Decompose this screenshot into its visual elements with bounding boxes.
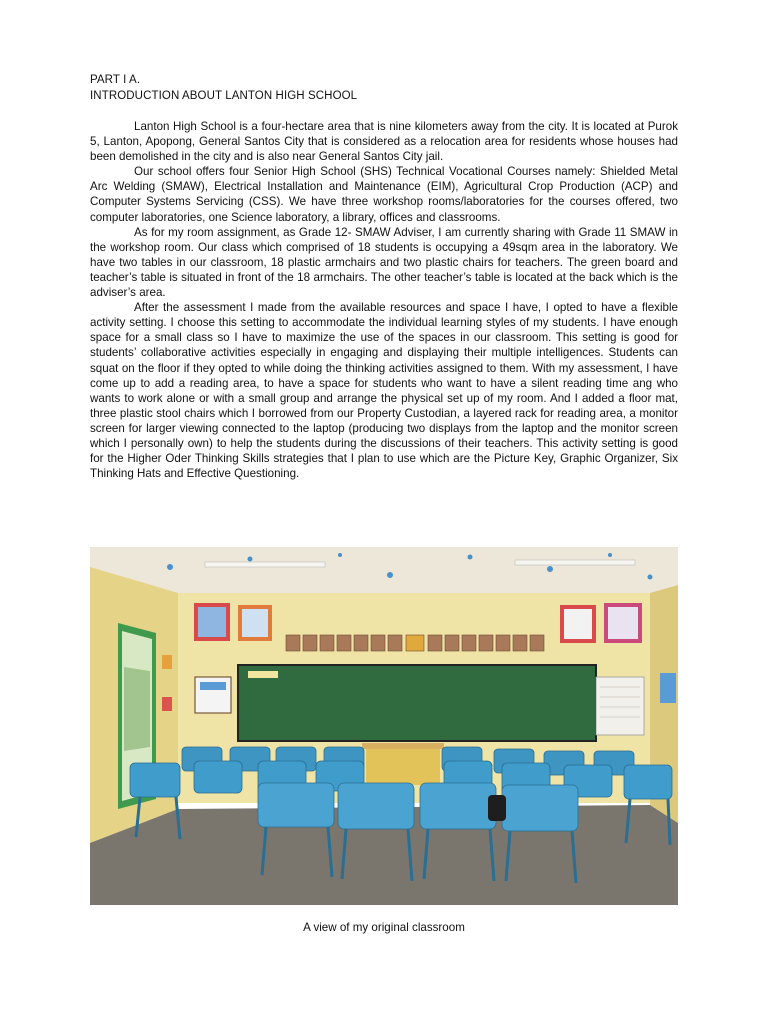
paragraph-4: After the assessment I made from the available resources and space I have, I opted to have a flexible activity setting. I choose this setting to accommodate the individual learning styles of my students. I have enough space for a small class so I have to maximize the use of the spaces in our classroom. This setting is good for students’ collaborative activities especially in engaging and displaying their multiple intelligences. Students can squat on the floor if they opted to while doing the thinking activities assigned to them. With my assessment, I have come up to add a reading area, to have a space for students who want to have a silent reading time ang who wants to work alone or with a small group and arrange the physical set up of my room. And I added a floor mat, three plastic stool chairs which I borrowed from our Property Custodian, a layered rack for reading area, a monitor screen for larger viewing connected to the laptop (producing two displays from the laptop and the monitor screen which I personally own) to help the students during the discussions of their teachers. This activity setting is good for the Higher Oder Thinking Skills strategies that I plan to use which are the Picture Key, Graphic Organizer, Six Thinking Hats and Effective Questioning. xyxy=(90,301,678,481)
paragraph-1: Lanton High School is a four-hectare area that is nine kilometers away from the city. It is located at Purok 5, Lanton, Apopong, General Santos City that is considered as a relocation area for residents whose houses had been demolished in the city and is also near General Santos City jail. xyxy=(90,120,678,164)
paragraph-3: As for my room assignment, as Grade 12- SMAW Adviser, I am currently sharing with Grade 11 SMAW in the workshop room. Our class which comprised of 18 students is occupying a 49sqm area in the laboratory. We have two tables in our classroom, 18 plastic armchairs and two plastic chairs for teachers. The green board and teacher’s table is situated in front of the 18 armchairs. The other teacher’s table is located at the back which is the adviser’s area. xyxy=(90,225,678,300)
part-label: PART I A. xyxy=(90,74,141,86)
photo-caption: A view of my original classroom xyxy=(303,921,465,934)
section-title: INTRODUCTION ABOUT LANTON HIGH SCHOOL xyxy=(90,90,358,102)
body-text xyxy=(90,119,678,481)
paragraph-2: Our school offers four Senior High School (SHS) Technical Vocational Courses namely: Shielded Metal Arc Welding (SMAW), Electrical Installation and Maintenance (EIM), Agricultural Crop Production (ACP) and Computer Systems Servicing (CSS). We have three workshop rooms/laboratories for the courses offered, two computer laboratories, one Science laboratory, a library, offices and classrooms. xyxy=(90,165,678,224)
classroom-photo xyxy=(90,547,678,905)
document-heading xyxy=(90,72,357,104)
